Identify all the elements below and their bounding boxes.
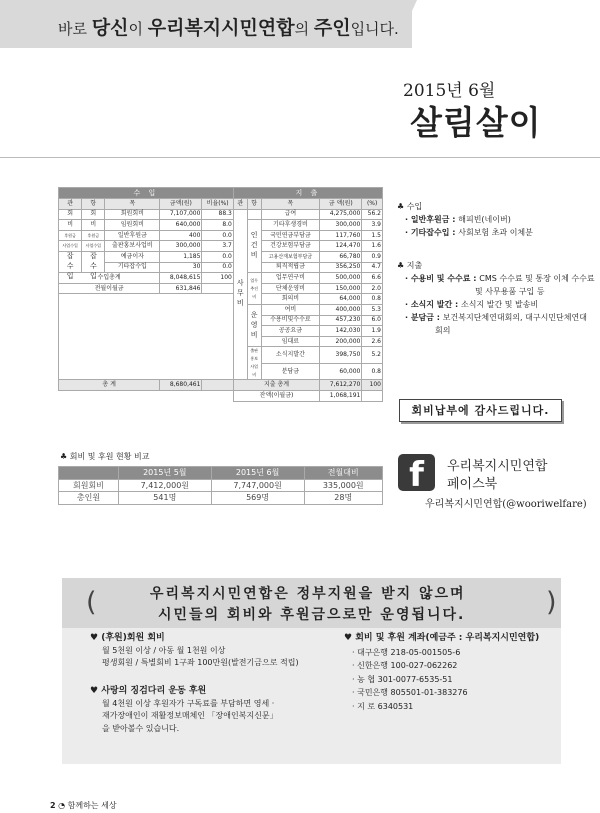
table-cell: 100 (202, 273, 233, 284)
table-cell: 총 계 (59, 380, 160, 391)
table-cell (202, 283, 233, 294)
table-cell: 지출 총계 (233, 380, 319, 391)
table-cell: 건강보험부담금 (261, 241, 319, 252)
table-cell: 398,750 (320, 347, 362, 364)
list-item: · 농 협 301-0077-6535-51 (352, 674, 453, 684)
table-cell: 사업수입 (82, 241, 105, 252)
table-row (59, 241, 383, 252)
table-row (59, 273, 383, 284)
table-cell: 잔액(이월금) (233, 390, 319, 401)
table-cell: 4.7 (362, 262, 383, 273)
table-cell: 7,612,270 (320, 380, 362, 391)
table-cell: 631,846 (160, 283, 202, 294)
table-cell: 569명 (211, 492, 304, 505)
table-cell: 640,000 (160, 220, 202, 231)
table-row (59, 294, 383, 305)
magazine-logo-icon: ◔ (58, 801, 66, 810)
table-cell: 회원회비 (105, 209, 160, 220)
table-cell: 급여 (261, 209, 319, 220)
table-cell (202, 380, 233, 391)
table-cell: 1.6 (362, 241, 383, 252)
table-cell: 잡수입 (82, 251, 105, 272)
table-cell: 비 (82, 220, 105, 231)
support-message-2: 시민들의 회비와 후원금으로만 운영됩니다. (158, 607, 466, 623)
expense-header: 지 출 (233, 188, 382, 199)
compare-table (58, 466, 383, 505)
list-item: · 지 로 6340531 (352, 701, 414, 711)
table-cell: 150,000 (320, 283, 362, 294)
table-cell: 회원회비 (59, 479, 119, 492)
table-cell: 457,230 (320, 315, 362, 326)
compare-title: ♣ 회비 및 후원 현황 비교 (60, 452, 150, 461)
table-cell: 400 (160, 230, 202, 241)
table-cell: 비 (59, 220, 82, 231)
table-cell: 비율(%) (202, 199, 233, 210)
table-cell: 1,185 (160, 251, 202, 262)
table-cell: 400,000 (320, 304, 362, 315)
table-cell: 200,000 (320, 336, 362, 347)
account-section: ♥ 회비 및 후원 계좌(예금주 : 우리복지시민연합) · 대구은행 218-05-001505-6 · 신한은행 100-027-062262 · 농 협 301-0077-6535-51 · 국민은행 805501-01-383276 · 지 로 6340531 (344, 632, 539, 713)
table-cell: 회의비 (261, 294, 319, 305)
saupbi-sub: 출판홍보사업비 (247, 347, 261, 380)
table-cell: 목 (261, 199, 319, 210)
facebook-name: 우리복지시민연합 (447, 459, 548, 474)
table-cell: 사업수입 (59, 241, 82, 252)
table-cell: 8,680,461 (160, 380, 202, 391)
finance-notes: ♣ 수입 · 일반후원금 : 해피빈(네이버) · 기타잡수입 : 사회보험 초과 이체분 ♣ 지출 · 수용비 및 수수료 : CMS 수수료 및 통장 이체 수수료 및 사무용품 구입 등 · 소식지 발간 : 소식지 발간 및 발송비 · 분담금 : 보건복지단체연대회의, 대구시민단체연대 회의 (397, 202, 595, 335)
table-cell: 잡수입 (59, 251, 82, 272)
table-row (59, 199, 383, 210)
table-row (59, 492, 383, 505)
table-cell (247, 209, 261, 220)
table-cell: 2015년 5월 (118, 467, 211, 480)
list-item: · 대구은행 218-05-001505-6 (352, 647, 461, 657)
table-cell: 3.9 (362, 220, 383, 231)
table-cell: 64,000 (320, 294, 362, 305)
table-cell: 임원회비 (105, 220, 160, 231)
facebook-icon[interactable]: f (398, 454, 435, 491)
table-cell: 0.0 (202, 251, 233, 262)
table-cell: 7,747,000원 (211, 479, 304, 492)
table-cell: 0.9 (362, 251, 383, 262)
table-row (59, 479, 383, 492)
divider (0, 157, 600, 158)
table-cell: 100 (362, 380, 383, 391)
table-cell: 인건비 (247, 220, 261, 273)
table-cell: 고용산재보험부담금 (261, 251, 319, 262)
table-cell: 예금이자 (105, 251, 160, 262)
table-cell: 500,000 (320, 273, 362, 284)
table-cell: 6.0 (362, 315, 383, 326)
table-row (59, 283, 383, 294)
table-cell: 5.3 (362, 304, 383, 315)
table-cell (362, 390, 383, 401)
table-cell: 2015년 6월 (211, 467, 304, 480)
table-cell: 금 액(원) (320, 199, 362, 210)
table-cell: 88.3 (202, 209, 233, 220)
table-cell: 운영비 (247, 304, 261, 346)
table-cell: 전월이월금 (59, 283, 160, 294)
table-cell: 금액(원) (160, 199, 202, 210)
table-cell: 0.8 (362, 363, 383, 380)
table-cell: 전월대비 (304, 467, 383, 480)
table-cell: 1.9 (362, 326, 383, 337)
facebook-handle[interactable]: 우리복지시민연합(@wooriwelfare) (425, 499, 587, 510)
table-cell: 사무비 (233, 209, 247, 380)
table-cell (59, 390, 234, 401)
page-title: 살림살이 (410, 103, 542, 142)
ladder-section: ♥ 사랑의 징검다리 운동 후원 월 4천원 이상 후원자가 구독료를 부담하면 영세 · 재가장애인이 재활정보매체인 「장애인복지신문」 을 받아볼수 있습니다. (90, 686, 278, 733)
facebook-label: 페이스북 (447, 477, 498, 492)
table-cell: 회 (82, 209, 105, 220)
table-cell: 124,470 (320, 241, 362, 252)
table-row (59, 467, 383, 480)
table-cell: (%) (362, 199, 383, 210)
table-cell: 356,250 (320, 262, 362, 273)
table-cell: 회 (59, 209, 82, 220)
table-cell (59, 294, 234, 380)
table-cell: 국민연금부담금 (261, 230, 319, 241)
list-item: · 신한은행 100-027-062262 (352, 661, 458, 670)
table-cell: 56.2 (362, 209, 383, 220)
table-cell: 단체운영비 (261, 283, 319, 294)
table-cell: 30 (160, 262, 202, 273)
table-row (59, 230, 383, 241)
table-row (59, 262, 383, 273)
table-cell: 관 (59, 199, 82, 210)
table-cell: 수용비및수수료 (261, 315, 319, 326)
table-cell: 기타후생경비 (261, 220, 319, 231)
list-item: · 국민은행 805501-01-383276 (352, 688, 468, 697)
table-cell: 목 (105, 199, 160, 210)
member-fee-section: ♥ (후원)회원 회비 월 5천원 이상 / 아동 월 1천원 이상 평생회원 / 특별회비 1구좌 100만원(발전기금으로 적립) (90, 633, 299, 667)
table-cell: 후원금 (59, 230, 82, 241)
table-cell: 총인원 (59, 492, 119, 505)
table-cell: 28명 (304, 492, 383, 505)
table-row (59, 188, 383, 199)
thanks-box: 회비납부에 감사드립니다. (399, 399, 562, 422)
table-cell: 수입총계 (59, 273, 160, 284)
finance-table (58, 187, 383, 402)
table-cell: 분담금 (261, 363, 319, 380)
table-cell: 0.0 (202, 230, 233, 241)
table-cell: 소식지발간 (261, 347, 319, 364)
table-cell: 8.0 (202, 220, 233, 231)
table-cell: 541명 (118, 492, 211, 505)
table-cell: 출판홍보사업비 (105, 241, 160, 252)
support-message-1: 우리복지시민연합은 정부지원을 받지 않으며 (150, 586, 466, 602)
table-cell: 66,780 (320, 251, 362, 262)
table-cell: 후원금 (82, 230, 105, 241)
income-header: 수 입 (59, 188, 234, 199)
table-cell: 항 (82, 199, 105, 210)
table-cell: 0.0 (202, 262, 233, 273)
table-cell: 관 (233, 199, 247, 210)
table-row (59, 380, 383, 391)
table-cell: 300,000 (320, 220, 362, 231)
table-cell: 7,107,000 (160, 209, 202, 220)
table-cell: 117,760 (320, 230, 362, 241)
table-cell: 항 (247, 199, 261, 210)
paren-left-icon: ( (86, 587, 97, 618)
table-cell: 6.6 (362, 273, 383, 284)
page-footer: 2 ◔ 함께하는 세상 (50, 801, 117, 810)
table-cell: 8,048,615 (160, 273, 202, 284)
table-cell: 업무추진비 (247, 273, 261, 305)
table-cell: 300,000 (160, 241, 202, 252)
table-cell: 임대료 (261, 336, 319, 347)
paren-right-icon: ) (546, 587, 557, 618)
table-cell: 기타잡수입 (105, 262, 160, 273)
table-cell (59, 467, 119, 480)
table-cell: 5.2 (362, 347, 383, 364)
table-cell: 2.6 (362, 336, 383, 347)
table-cell: 1,068,191 (320, 390, 362, 401)
table-row (59, 209, 383, 220)
table-cell: 7,412,000원 (118, 479, 211, 492)
table-cell: 0.8 (362, 294, 383, 305)
table-row (59, 220, 383, 231)
table-cell: 업무연구비 (261, 273, 319, 284)
banner-slogan: 바로 당신이 우리복지시민연합의 주인입니다. (58, 17, 399, 39)
table-cell: 공공요금 (261, 326, 319, 337)
table-cell: 60,000 (320, 363, 362, 380)
table-row (59, 251, 383, 262)
table-cell: 일반후원금 (105, 230, 160, 241)
issue-date: 2015년 6월 (403, 81, 496, 101)
table-cell: 4,275,000 (320, 209, 362, 220)
table-cell: 142,030 (320, 326, 362, 337)
table-cell: 335,000원 (304, 479, 383, 492)
table-cell: 2.0 (362, 283, 383, 294)
table-cell: 3.7 (202, 241, 233, 252)
table-row (59, 390, 383, 401)
table-cell: 1.5 (362, 230, 383, 241)
table-cell: 여비 (261, 304, 319, 315)
table-cell: 퇴직적립금 (261, 262, 319, 273)
